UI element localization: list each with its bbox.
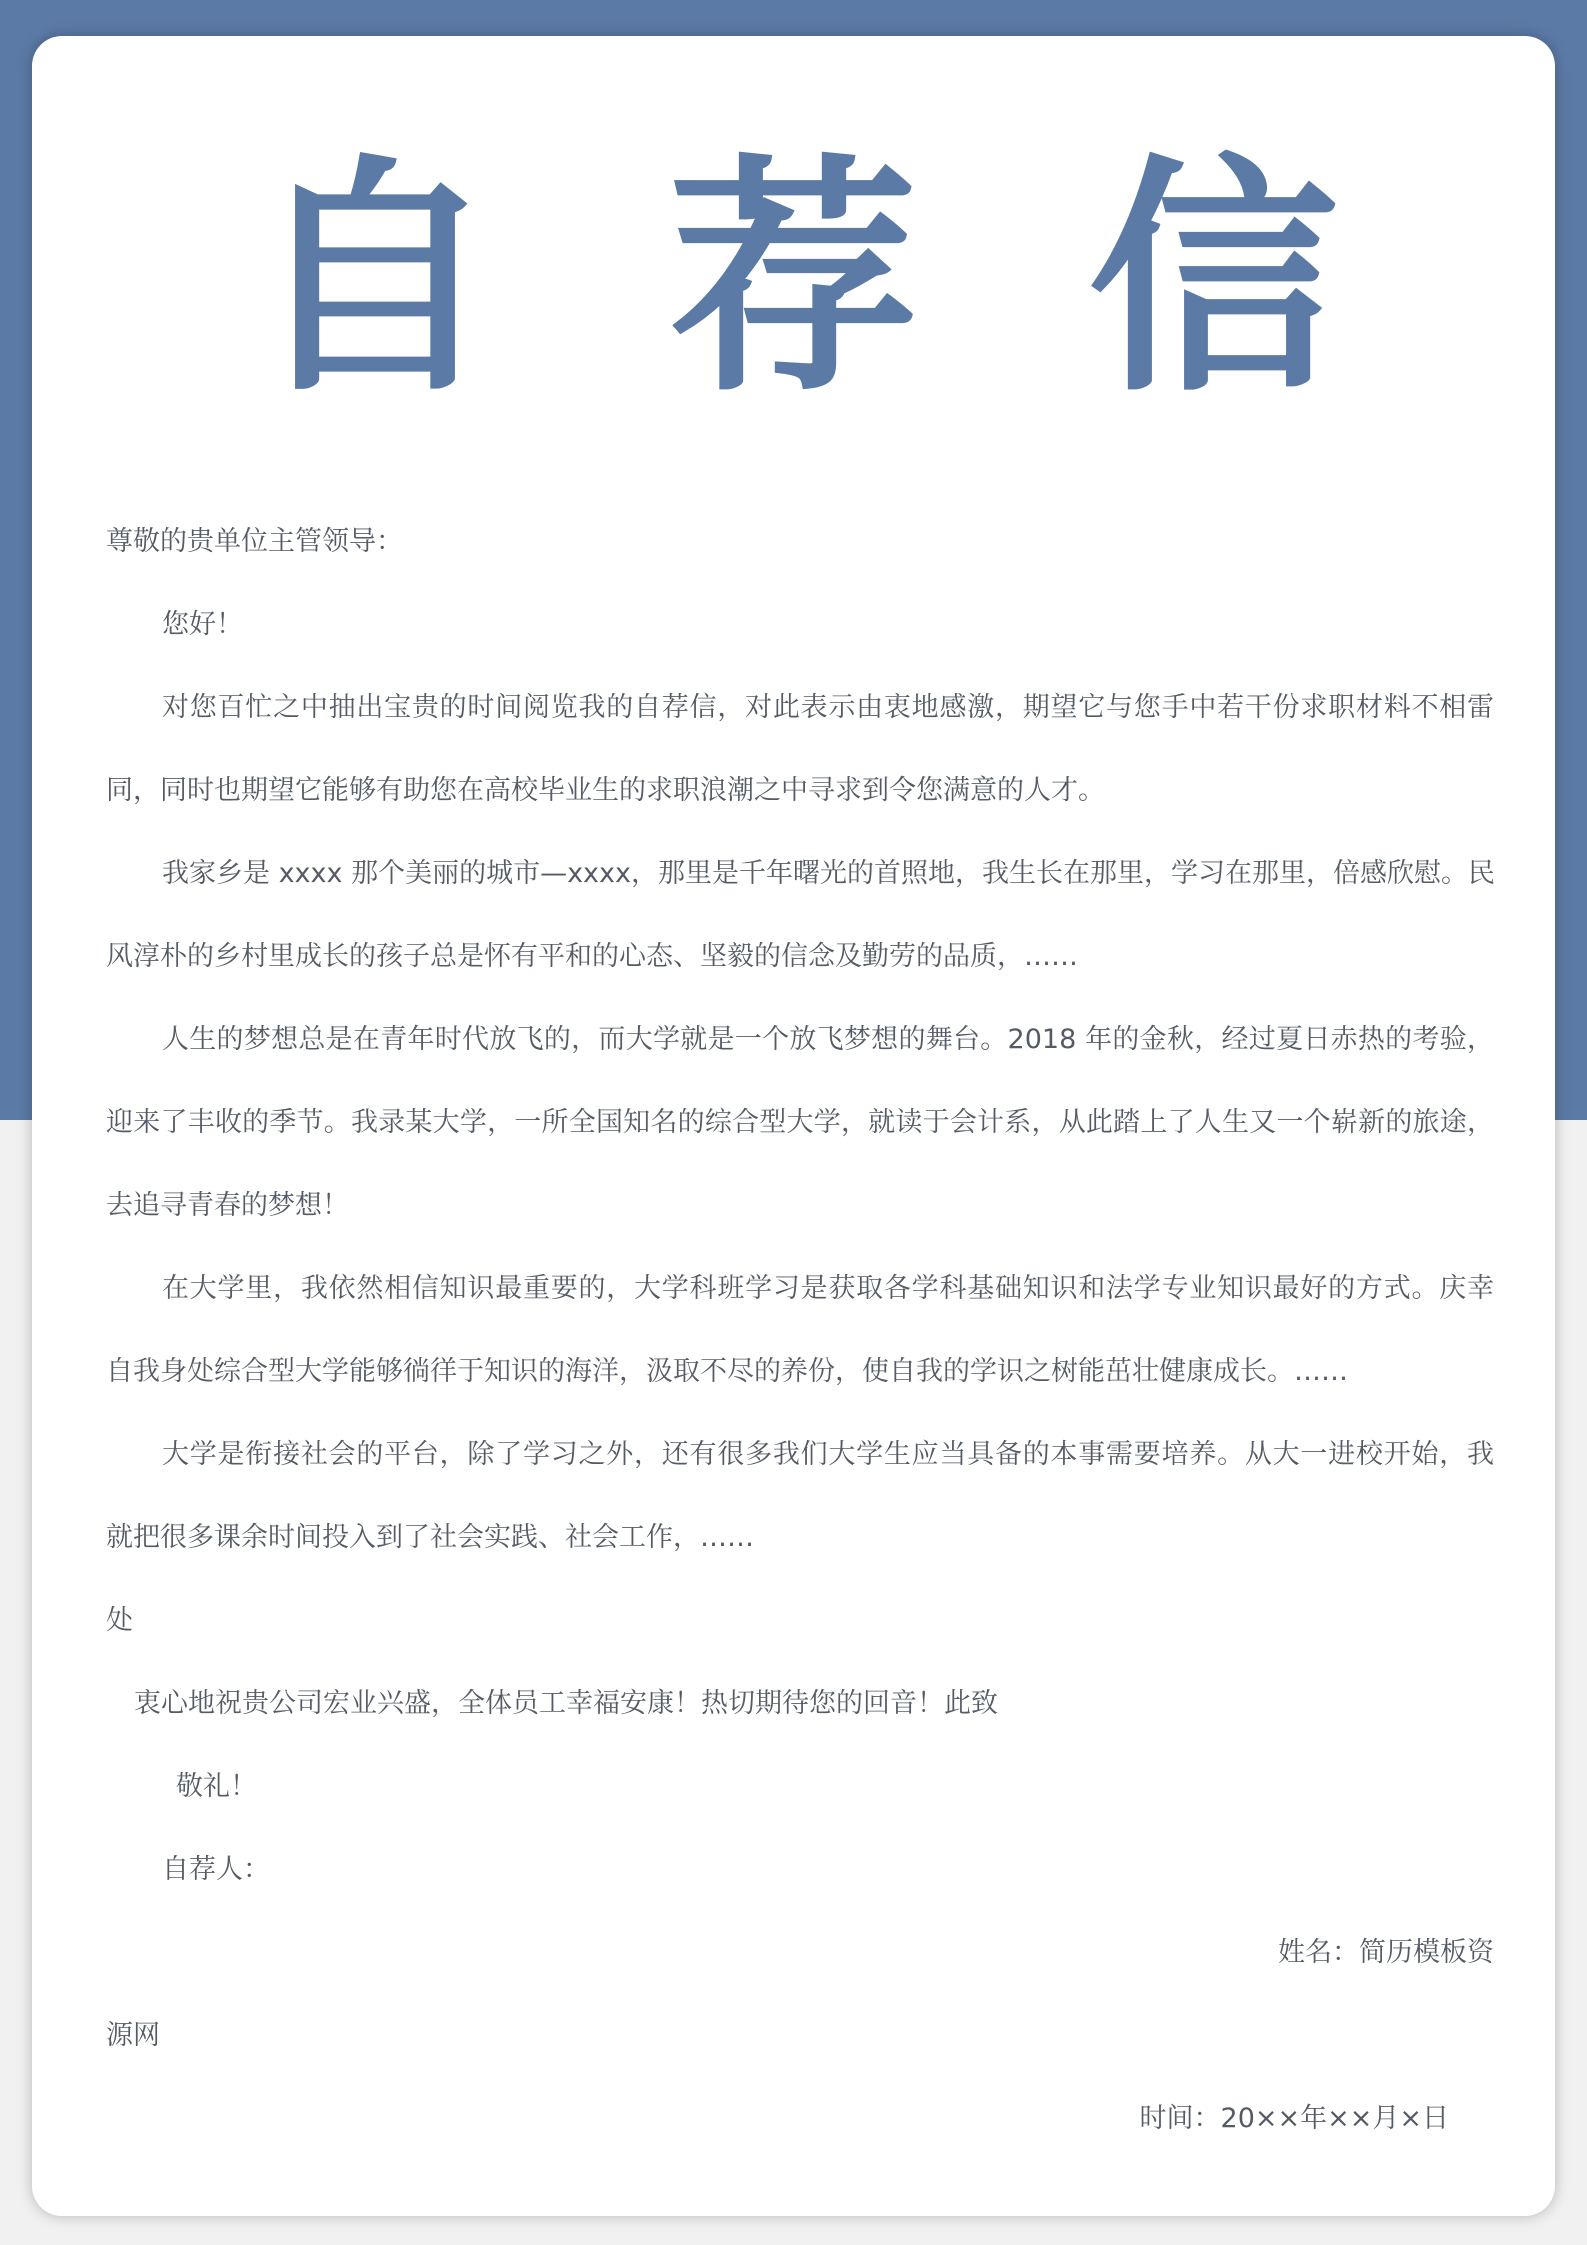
title-char: 荐 bbox=[668, 134, 919, 425]
letter-body bbox=[106, 500, 1494, 2160]
paragraph-line: 处 bbox=[106, 1605, 133, 1636]
paragraph-line: 去追寻青春的梦想！ bbox=[106, 1190, 349, 1221]
paragraph-line: 自我身处综合型大学能够徜徉于知识的海洋，汲取不尽的养份，使自我的学识之树能茁壮健康成长。…… bbox=[106, 1356, 1348, 1387]
signature-label: 自荐人： bbox=[162, 1854, 270, 1885]
paragraph-line: 对您百忙之中抽出宝贵的时间阅览我的自荐信，对此表示由衷地感激，期望它与您手中若干份求职材料不相雷 bbox=[162, 692, 1494, 723]
paragraph-line: 人生的梦想总是在青年时代放飞的，而大学就是一个放飞梦想的舞台。2018 年的金秋，经过夏日赤热的考验， bbox=[162, 1024, 1494, 1055]
date-line: 时间：20××年××月×日 bbox=[1139, 2103, 1449, 2134]
paragraph-line: 迎来了丰收的季节。我录某大学，一所全国知名的综合型大学，就读于会计系，从此踏上了人生又一个崭新的旅途， bbox=[106, 1107, 1494, 1138]
title-char: 信 bbox=[1088, 134, 1339, 425]
paragraph-line: 大学是衔接社会的平台，除了学习之外，还有很多我们大学生应当具备的本事需要培养。从大一进校开始，我 bbox=[162, 1439, 1494, 1470]
paragraph-line: 我家乡是 xxxx 那个美丽的城市—xxxx，那里是千年曙光的首照地，我生长在那里，学习在那里，倍感欣慰。民 bbox=[162, 858, 1495, 889]
regards: 敬礼！ bbox=[176, 1771, 257, 1802]
page-title bbox=[0, 134, 1587, 425]
salutation: 尊敬的贵单位主管领导： bbox=[106, 526, 403, 557]
paragraph-line: 同，同时也期望它能够有助您在高校毕业生的求职浪潮之中寻求到令您满意的人才。 bbox=[106, 775, 1105, 806]
paragraph-line: 就把很多课余时间投入到了社会实践、社会工作，…… bbox=[106, 1522, 754, 1553]
paragraph-line: 在大学里，我依然相信知识最重要的，大学科班学习是获取各学科基础知识和法学专业知识最好的方式。庆幸 bbox=[162, 1273, 1494, 1304]
paragraph-line: 风淳朴的乡村里成长的孩子总是怀有平和的心态、坚毅的信念及勤劳的品质，…… bbox=[106, 941, 1078, 972]
name-line: 姓名：简历模板资 bbox=[1278, 1937, 1494, 1968]
title-char: 自 bbox=[248, 134, 499, 425]
name-line-continued: 源网 bbox=[106, 2020, 160, 2051]
greeting: 您好！ bbox=[162, 609, 243, 640]
closing-line: 衷心地祝贵公司宏业兴盛，全体员工幸福安康！热切期待您的回音！此致 bbox=[134, 1688, 998, 1719]
